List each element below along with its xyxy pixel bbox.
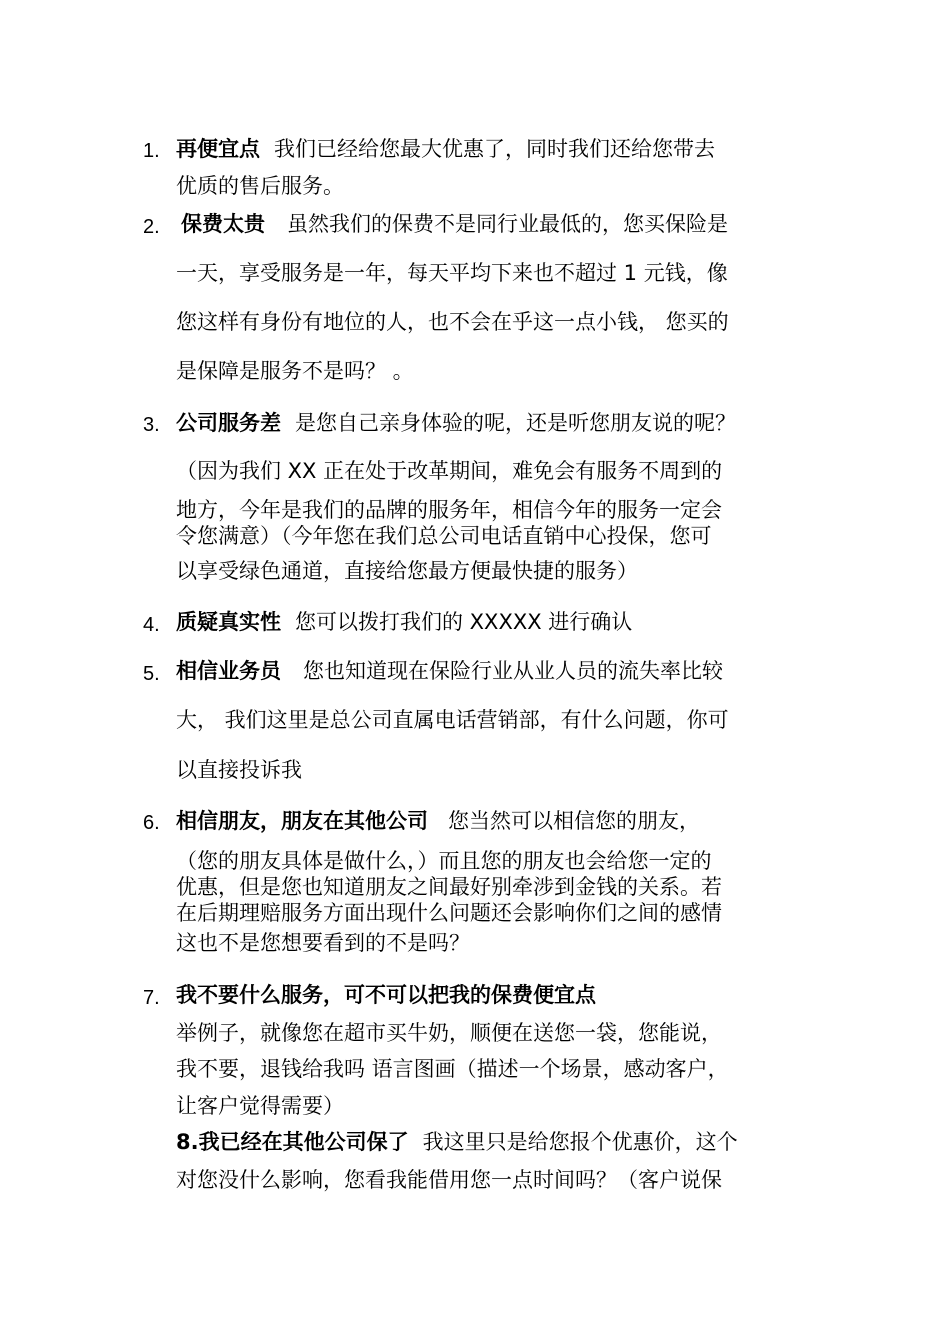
item-6-line-1 — [176, 806, 816, 836]
item-2-title: 保费太贵 — [181, 212, 265, 236]
item-1-text: 我们已经给您最大优惠了，同时我们还给您带去 — [274, 137, 715, 161]
item-7-line-2: 我不要，退钱给我吗 语言图画（描述一个场景，感动客户， — [176, 1057, 729, 1081]
item-2-line-1 — [176, 209, 816, 239]
item-3-line-5: 以享受绿色通道，直接给您最方便最快捷的服务） — [176, 559, 638, 583]
item-4-text: 您可以拨打我们的 XXXXX 进行确认 — [295, 610, 633, 634]
item-5-line-3: 以直接投诉我 — [176, 758, 302, 782]
item-6-line-3: 优惠，但是您也知道朋友之间最好别牵涉到金钱的关系。若 — [176, 875, 722, 899]
item-5-text: 您也知道现在保险行业从业人员的流失率比较 — [303, 659, 723, 683]
item-7-line-1: 举例子，就像您在超市买牛奶，顺便在送您一袋，您能说， — [176, 1021, 722, 1045]
item-4-line-1 — [176, 607, 816, 637]
item-8-title: 8.我已经在其他公司保了 — [176, 1130, 409, 1154]
item-3-line-2: （因为我们 XX 正在处于改革期间，难免会有服务不周到的 — [176, 459, 723, 483]
item-8-text: 我这里只是给您报个优惠价，这个 — [422, 1130, 738, 1154]
item-5-number: 5. — [143, 663, 160, 685]
item-7-line-3: 让客户觉得需要） — [176, 1094, 344, 1118]
item-3-line-1 — [176, 408, 816, 438]
item-2-line-4: 是保障是服务不是吗？ 。 — [176, 359, 414, 383]
item-5-title: 相信业务员 — [176, 659, 281, 683]
item-8-line-1 — [176, 1127, 816, 1157]
item-6-text: 您当然可以相信您的朋友， — [448, 809, 700, 833]
item-3-text: 是您自己亲身体验的呢，还是听您朋友说的呢？ — [295, 411, 736, 435]
item-5-line-1 — [176, 656, 816, 686]
item-6-title: 相信朋友，朋友在其他公司 — [176, 809, 428, 833]
item-1-line-1 — [176, 134, 816, 164]
item-6-line-4: 在后期理赔服务方面出现什么问题还会影响你们之间的感情 — [176, 901, 722, 925]
item-2-number: 2. — [143, 216, 160, 238]
item-3-title: 公司服务差 — [176, 411, 281, 435]
item-6-line-2: （您的朋友具体是做什么，）而且您的朋友也会给您一定的 — [176, 849, 712, 873]
item-1-line-2: 优质的售后服务。 — [176, 174, 344, 198]
item-7-number: 7. — [143, 987, 160, 1009]
item-1-title: 再便宜点 — [176, 137, 260, 161]
item-8-line-2: 对您没什么影响，您看我能借用您一点时间吗？（客户说保 — [176, 1168, 722, 1192]
item-3-number: 3. — [143, 414, 160, 436]
item-3-line-3: 地方，今年是我们的品牌的服务年，相信今年的服务一定会 — [176, 498, 722, 522]
item-3-line-4: 令您满意）（今年您在我们总公司电话直销中心投保，您可 — [176, 524, 712, 548]
item-6-line-5: 这也不是您想要看到的不是吗？ — [176, 931, 470, 955]
item-5-line-2: 大， 我们这里是总公司直属电话营销部，有什么问题，你可 — [176, 708, 729, 732]
item-4-title: 质疑真实性 — [176, 610, 281, 634]
item-1-number: 1. — [143, 140, 160, 162]
item-4-number: 4. — [143, 614, 160, 636]
item-7-title: 我不要什么服务，可不可以把我的保费便宜点 — [176, 983, 596, 1007]
item-2-line-3: 您这样有身份有地位的人，也不会在乎这一点小钱， 您买的 — [176, 310, 729, 334]
item-2-text: 虽然我们的保费不是同行业最低的，您买保险是 — [287, 212, 728, 236]
item-6-number: 6. — [143, 812, 160, 834]
item-2-line-2: 一天，享受服务是一年，每天平均下来也不超过 1 元钱，像 — [176, 261, 728, 285]
